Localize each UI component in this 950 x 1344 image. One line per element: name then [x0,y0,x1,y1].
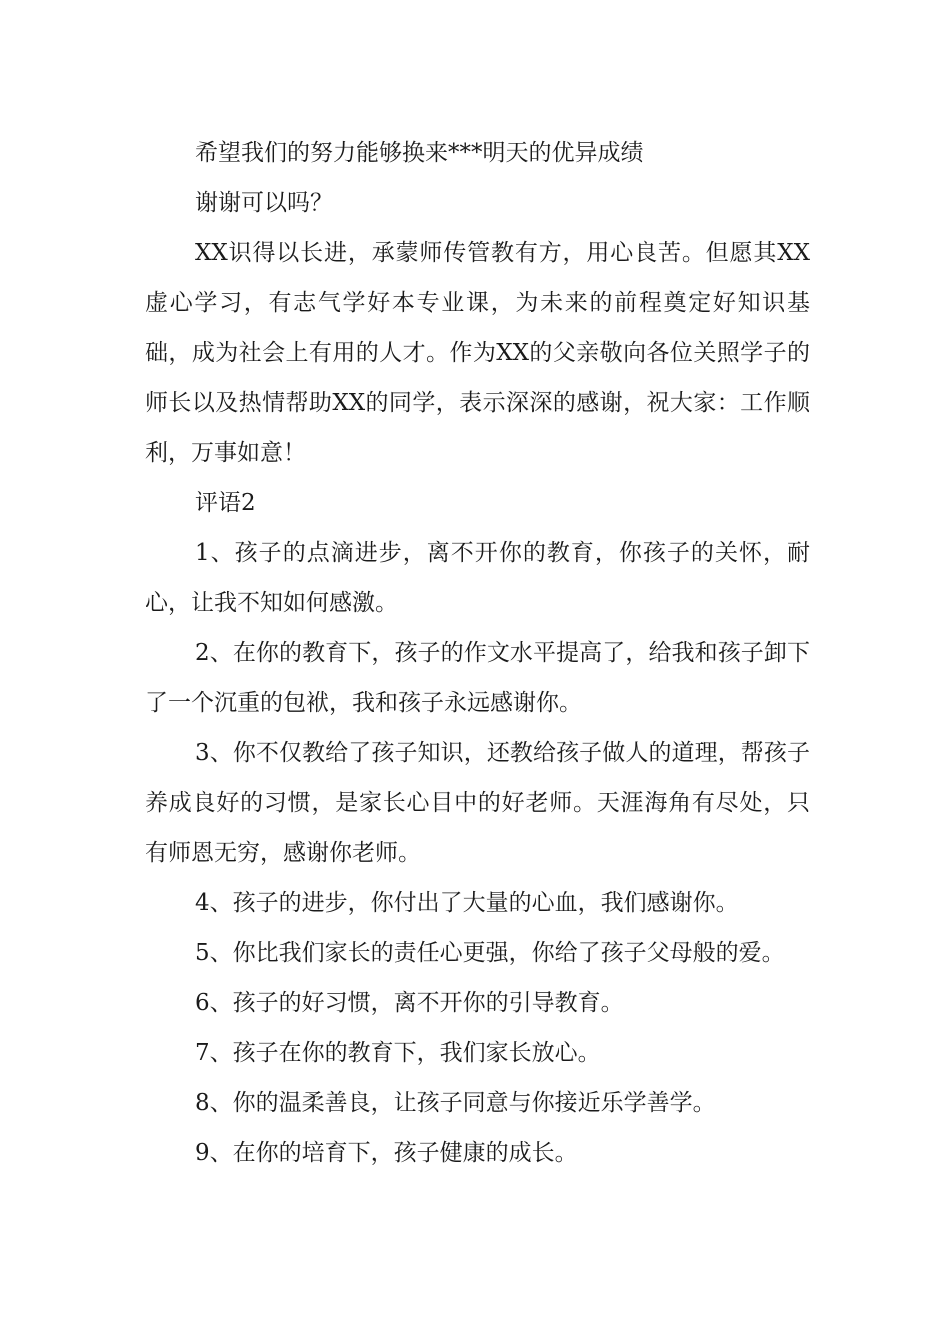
section-heading-comment-2: 评语2 [195,490,256,516]
list-item-comment-6: 6、孩子的好习惯，离不开你的引导教育。 [195,990,624,1016]
paragraph-closing-wish: 希望我们的努力能够换来***明天的优异成绩 [195,140,644,166]
list-item-comment-3: 3、你不仅教给了孩子知识，还教给孩子做人的道理，帮孩子养成良好的习惯，是家长心目中的好老师。天涯海角有尽处，只有师恩无穷，感谢你老师。 [145,740,810,866]
document-body [145,128,810,1178]
paragraph-thanks-question: 谢谢可以吗？ [195,190,333,216]
paragraph-parent-letter: XX识得以长进，承蒙师传管教有方，用心良苦。但愿其XX虚心学习，有志气学好本专业课，为未来的前程奠定好知识基础，成为社会上有用的人才。作为XX的父亲敬向各位关照学子的师长以及热情帮助XX的同学，表示深深的感谢，祝大家：工作顺利，万事如意！ [145,240,810,466]
list-item-comment-7: 7、孩子在你的教育下，我们家长放心。 [195,1040,601,1066]
list-item-comment-9: 9、在你的培育下，孩子健康的成长。 [195,1140,578,1166]
list-item-comment-4: 4、孩子的进步，你付出了大量的心血，我们感谢你。 [195,890,739,916]
list-item-comment-8: 8、你的温柔善良，让孩子同意与你接近乐学善学。 [195,1090,716,1116]
list-item-comment-1: 1、孩子的点滴进步，离不开你的教育，你孩子的关怀，耐心，让我不知如何感激。 [145,540,810,616]
list-item-comment-2: 2、在你的教育下，孩子的作文水平提高了，给我和孩子卸下了一个沉重的包袱，我和孩子永远感谢你。 [145,640,810,716]
list-item-comment-5: 5、你比我们家长的责任心更强，你给了孩子父母般的爱。 [195,940,785,966]
